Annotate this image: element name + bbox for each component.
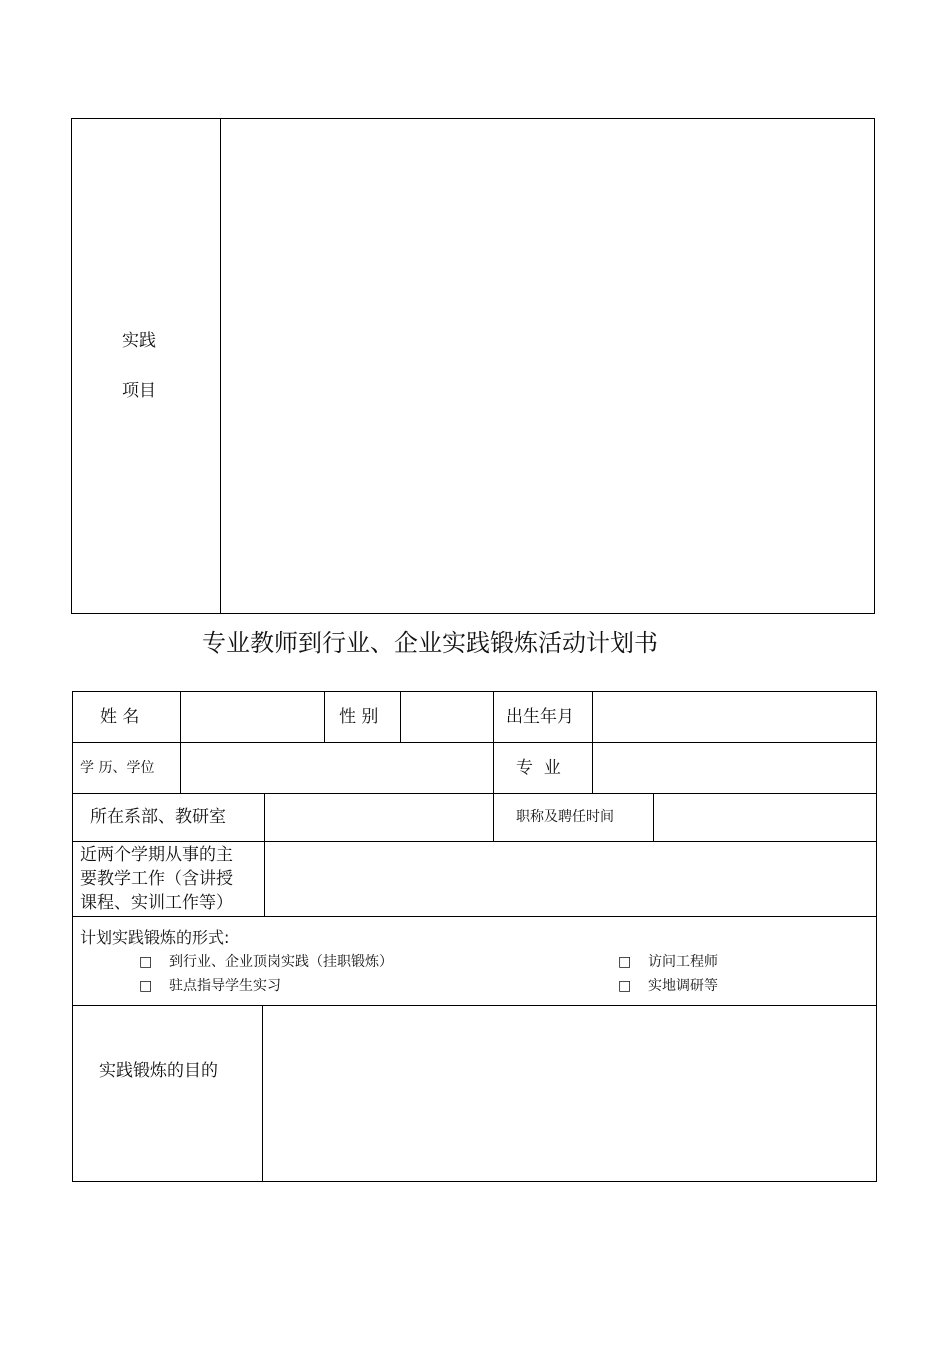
form-border-left <box>72 691 73 1182</box>
recent-work-field[interactable] <box>266 843 875 915</box>
form-border-bottom <box>72 1181 877 1182</box>
checkbox-icon[interactable]: □ <box>139 954 153 970</box>
education-field[interactable] <box>182 744 492 792</box>
col-line <box>262 1005 263 1182</box>
row-line <box>72 793 877 794</box>
form-title: 专业教师到行业、企业实践锻炼活动计划书 <box>202 629 658 657</box>
table-divider <box>220 118 221 614</box>
title-time-label: 职称及聘任时间 <box>516 809 614 825</box>
option-label: 实地调研等 <box>648 978 718 994</box>
table-border-top <box>71 118 875 119</box>
row-line <box>72 916 877 917</box>
option-onsite-practice[interactable] <box>139 955 393 969</box>
birth-field[interactable] <box>594 693 875 741</box>
department-field[interactable] <box>266 795 492 840</box>
option-guide-internship[interactable] <box>139 979 281 993</box>
option-label: 访问工程师 <box>648 954 718 970</box>
birth-label: 出生年月 <box>506 707 574 727</box>
col-line <box>653 793 654 842</box>
major-field[interactable] <box>594 744 875 792</box>
name-field[interactable] <box>182 693 323 741</box>
row-line <box>72 742 877 743</box>
project-label-line1: 实践 <box>122 331 156 351</box>
purpose-label: 实践锻炼的目的 <box>99 1061 218 1081</box>
recent-work-label <box>80 843 233 915</box>
form-border-top <box>72 691 877 692</box>
gender-label: 性 别 <box>339 707 379 727</box>
option-label: 驻点指导学生实习 <box>169 978 281 994</box>
department-label: 所在系部、教研室 <box>90 807 226 827</box>
option-visiting-engineer[interactable] <box>618 955 718 969</box>
table-border-right <box>874 118 875 614</box>
title-time-field[interactable] <box>655 795 875 840</box>
col-line <box>400 691 401 743</box>
checkbox-icon[interactable]: □ <box>139 978 153 994</box>
col-line <box>493 691 494 842</box>
recent-work-label-line: 课程、实训工作等） <box>80 893 233 913</box>
project-label-line2: 项目 <box>122 381 156 401</box>
checkbox-icon[interactable]: □ <box>618 954 632 970</box>
col-line <box>324 691 325 743</box>
row-line <box>72 841 877 842</box>
col-line <box>264 793 265 917</box>
project-content-cell[interactable] <box>222 120 873 612</box>
checkbox-icon[interactable]: □ <box>618 978 632 994</box>
major-label: 专 业 <box>516 758 561 778</box>
table-border-left <box>71 118 72 614</box>
col-line <box>592 691 593 794</box>
col-line <box>180 691 181 794</box>
row-line <box>72 1005 877 1006</box>
forms-label: 计划实践锻炼的形式: <box>80 928 230 947</box>
education-label: 学 历、学位 <box>80 760 155 776</box>
form-border-right <box>876 691 877 1182</box>
option-field-research[interactable] <box>618 979 718 993</box>
purpose-field[interactable] <box>264 1007 875 1180</box>
name-label: 姓 名 <box>100 707 140 727</box>
recent-work-label-line: 近两个学期从事的主 <box>80 845 233 865</box>
option-label: 到行业、企业顶岗实践（挂职锻炼） <box>169 954 393 970</box>
table-border-bottom <box>71 613 875 614</box>
recent-work-label-line: 要教学工作（含讲授 <box>80 869 233 889</box>
gender-field[interactable] <box>402 693 492 741</box>
